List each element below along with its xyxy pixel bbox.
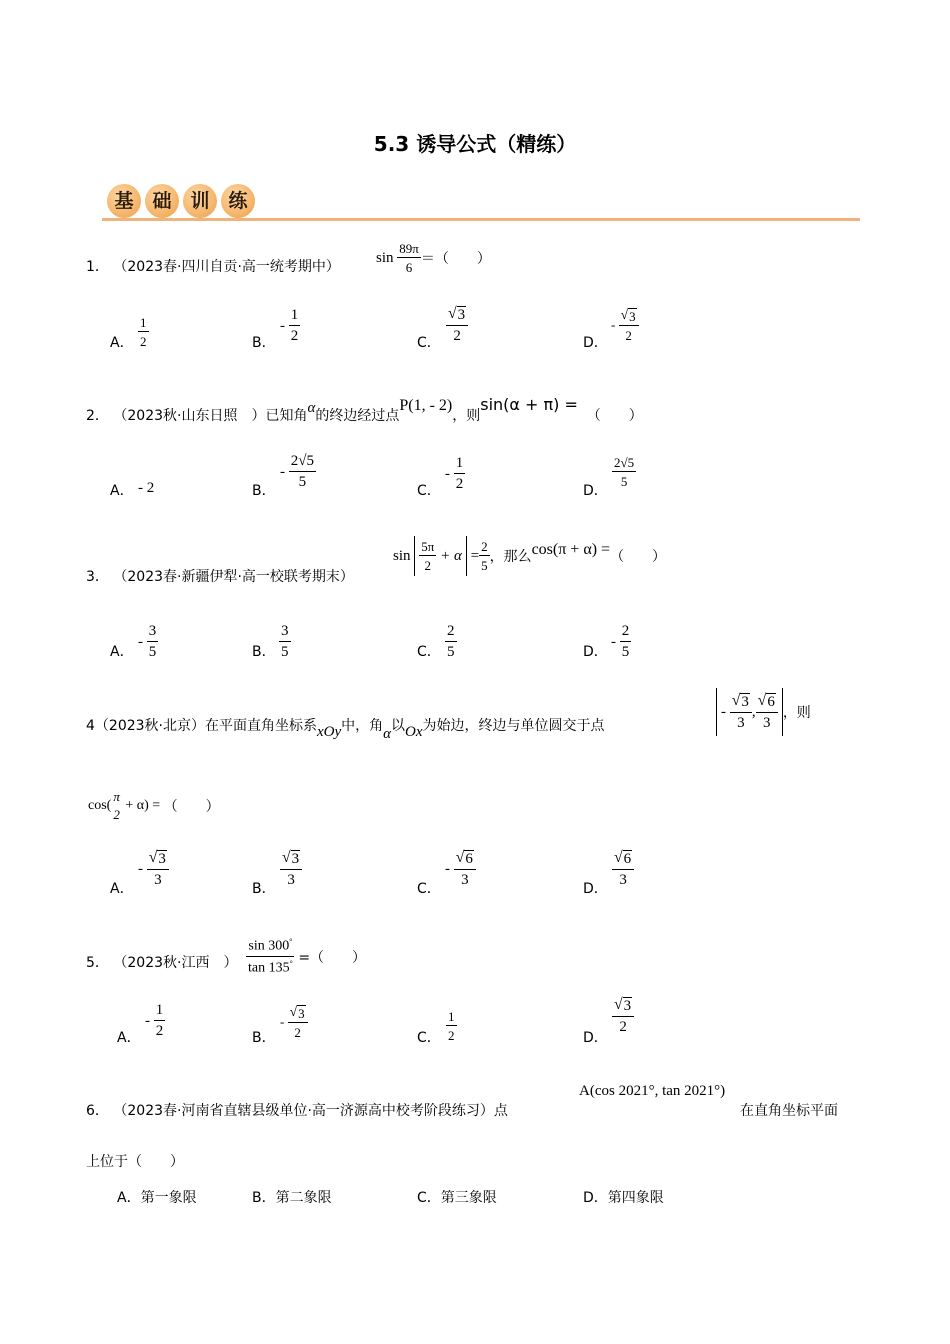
- paren-group: [414, 536, 467, 576]
- fraction-numerator: 89π: [399, 241, 419, 256]
- fraction-denominator: 2: [155, 1023, 164, 1039]
- answer-paren: （ ）: [586, 408, 643, 424]
- option-c[interactable]: [417, 1187, 497, 1207]
- question-expression: sin(α + π) =: [480, 395, 578, 414]
- question-text: 在直角坐标平面: [740, 1103, 838, 1119]
- option-label: B．: [252, 335, 276, 351]
- option-d-value: [612, 456, 636, 488]
- option-a-value: [138, 624, 158, 660]
- fraction-numerator: 5π: [421, 539, 435, 554]
- option-label: C．: [417, 335, 441, 351]
- fn-name: sin: [393, 547, 411, 564]
- fraction-denominator: 3: [619, 872, 627, 888]
- fraction-denominator: 2: [424, 558, 432, 573]
- fraction-numerator: 2√5: [614, 455, 635, 470]
- degree-symbol: °: [289, 958, 293, 968]
- answer-paren: （ ）: [610, 549, 667, 565]
- option-c-value: √ 3 2: [446, 306, 468, 344]
- answer-paren: ＝（ ）: [420, 251, 491, 267]
- minus-sign: -: [280, 317, 285, 334]
- option-b[interactable]: [252, 878, 276, 898]
- question-3: [86, 566, 354, 586]
- option-label: A．: [110, 881, 134, 897]
- question-text: 中，角: [341, 718, 384, 734]
- question-number: 6．: [86, 1103, 109, 1119]
- option-label: B．: [252, 644, 276, 660]
- question-number: 5．: [86, 955, 109, 971]
- question-source: （2023春·四川自贡·高一统考期中）: [113, 259, 340, 275]
- radicand: 3: [291, 851, 300, 867]
- section-char: 训: [183, 184, 217, 218]
- option-b-value: [280, 308, 300, 344]
- option-label: D．: [583, 335, 608, 351]
- option-d[interactable]: [583, 878, 608, 898]
- option-d[interactable]: [583, 1027, 608, 1047]
- minus-sign: -: [280, 463, 285, 480]
- radicand: 3: [158, 851, 166, 867]
- fraction-denominator: 3: [287, 872, 295, 888]
- option-d-value: √ 6 3: [612, 850, 634, 888]
- answer-paren: =（ ）: [298, 949, 367, 966]
- minus-sign: -: [445, 465, 450, 482]
- fraction-denominator: 6: [405, 260, 413, 275]
- fraction-denominator: 5: [298, 474, 307, 490]
- option-a[interactable]: [117, 1027, 141, 1047]
- fraction-denominator: 2: [453, 328, 461, 344]
- minus-sign: -: [445, 860, 450, 877]
- question-5: [86, 952, 237, 972]
- option-label: D．: [583, 1190, 608, 1206]
- option-b-value: [279, 624, 291, 660]
- question-4-line2: [88, 790, 220, 821]
- radicand: 3: [298, 1006, 305, 1021]
- equals-sign: =: [470, 547, 480, 564]
- question-text: ，则: [782, 705, 811, 721]
- option-label: D．: [583, 644, 608, 660]
- question-source: （2023秋·北京）在平面直角坐标系: [94, 718, 318, 734]
- fraction-denominator: 2: [448, 1028, 455, 1043]
- question-number: 3．: [86, 569, 109, 585]
- option-label: D．: [583, 483, 608, 499]
- alpha-symbol: α: [307, 400, 316, 416]
- option-d-value: - √ 3 2: [611, 308, 639, 342]
- option-a[interactable]: [110, 332, 134, 352]
- alpha-symbol: α: [383, 726, 392, 742]
- fraction-denominator: 2: [113, 807, 120, 822]
- question-4-point: [716, 688, 811, 736]
- fraction-denominator: tan 135: [248, 960, 290, 976]
- option-b[interactable]: [252, 480, 276, 500]
- question-source: （2023春·新疆伊犁·高一校联考期末）: [113, 569, 354, 585]
- fraction-numerator: 3: [279, 624, 291, 642]
- fraction-denominator: 5: [621, 644, 630, 660]
- section-char: 础: [145, 184, 179, 218]
- option-a[interactable]: [110, 641, 134, 661]
- question-5-expression: [246, 938, 366, 975]
- option-d-value: [611, 624, 631, 660]
- option-text: 第二象限: [275, 1190, 332, 1206]
- option-text: 第四象限: [607, 1190, 664, 1206]
- question-1-expression: [376, 242, 491, 274]
- fraction-numerator: 1: [289, 308, 301, 326]
- option-c[interactable]: [417, 1027, 441, 1047]
- fraction-denominator: 3: [461, 872, 469, 888]
- option-a[interactable]: [117, 1187, 197, 1207]
- question-source: （2023秋·江西 ）: [113, 955, 238, 971]
- point-a: A(cos 2021°, tan 2021°): [579, 1083, 726, 1099]
- radicand: 3: [457, 307, 466, 323]
- fraction-denominator: 2: [625, 328, 632, 343]
- option-text: 第一象限: [140, 1190, 197, 1206]
- fraction-denominator: 3: [762, 715, 771, 731]
- fraction-denominator: 5: [447, 644, 455, 660]
- axis-ox: Ox: [405, 724, 423, 740]
- option-label: D．: [583, 881, 608, 897]
- option-label: A．: [110, 335, 134, 351]
- option-label: B．: [252, 483, 276, 499]
- section-rule: [102, 218, 860, 221]
- radicand: 6: [767, 694, 775, 710]
- radicand: 3: [741, 694, 749, 710]
- question-4: [86, 715, 605, 742]
- question-text: 的终边经过点: [315, 408, 400, 424]
- fraction-denominator: 5: [620, 474, 628, 489]
- fraction-denominator: 5: [281, 644, 289, 660]
- option-c[interactable]: [417, 641, 441, 661]
- option-label: C．: [417, 483, 441, 499]
- option-label: B．: [252, 1030, 276, 1046]
- fraction-denominator: 2: [290, 328, 299, 344]
- fn-name: cos(: [88, 797, 112, 813]
- fraction-denominator: 2: [619, 1019, 627, 1035]
- option-c[interactable]: [417, 480, 441, 500]
- option-d[interactable]: [583, 332, 608, 352]
- option-c-value: [446, 1010, 457, 1042]
- option-b-value: √ 3 3: [280, 850, 302, 888]
- option-label: B．: [252, 881, 276, 897]
- fraction-numerator: 3: [147, 624, 159, 642]
- fraction-denominator: 2: [294, 1025, 301, 1040]
- question-text: 以: [391, 718, 406, 734]
- question-6: [86, 1100, 508, 1120]
- option-c[interactable]: [417, 332, 441, 352]
- option-c[interactable]: [417, 878, 441, 898]
- degree-symbol: °: [289, 937, 293, 946]
- option-b-value: - √ 3 2: [280, 1005, 308, 1039]
- option-a[interactable]: [110, 480, 134, 500]
- fraction-denominator: 2: [140, 334, 147, 349]
- option-label: A．: [110, 644, 134, 660]
- fraction-numerator: 1: [140, 315, 147, 330]
- question-1: [86, 256, 340, 276]
- option-a[interactable]: [110, 878, 134, 898]
- option-label: C．: [417, 881, 441, 897]
- section-char: 练: [221, 184, 255, 218]
- paren-group: - √ 3 3 , √ 6 3: [716, 688, 783, 736]
- question-number: 2．: [86, 408, 109, 424]
- section-header: [102, 182, 860, 222]
- option-b[interactable]: [252, 641, 276, 661]
- question-source: （2023秋·山东日照 ）已知角: [113, 408, 308, 424]
- question-3-expression: [393, 536, 666, 576]
- option-label: A．: [117, 1030, 141, 1046]
- point-p: P(1, - 2): [399, 397, 453, 414]
- option-label: C．: [417, 644, 441, 660]
- option-label: D．: [583, 1030, 608, 1046]
- fraction-numerator: 1: [154, 1003, 166, 1021]
- fraction-denominator: 2: [455, 476, 464, 492]
- minus-sign: -: [145, 1012, 150, 1029]
- fraction-denominator: 3: [737, 715, 745, 731]
- option-b[interactable]: [252, 332, 276, 352]
- option-b[interactable]: [252, 1027, 276, 1047]
- question-text: 为始边，终边与单位圆交于点: [422, 718, 605, 734]
- option-c-value: [445, 624, 457, 660]
- option-label: A．: [110, 483, 134, 499]
- radicand: 3: [629, 309, 636, 324]
- radicand: 3: [623, 998, 632, 1014]
- option-label: C．: [417, 1030, 441, 1046]
- option-d[interactable]: [583, 480, 608, 500]
- option-c-value: [445, 456, 465, 492]
- answer-paren: （ ）: [163, 798, 220, 815]
- question-text: ，则: [452, 408, 481, 424]
- question-source: （2023春·河南省直辖县级单位·高一济源高中校考阶段练习）点: [113, 1103, 508, 1119]
- fraction-numerator: sin 300: [248, 938, 290, 954]
- fraction-numerator: 2: [445, 624, 457, 642]
- page-title: 5.3 诱导公式（精练）: [373, 132, 577, 156]
- minus-sign: -: [611, 317, 616, 332]
- option-label: B．: [252, 1190, 276, 1206]
- expression-part: + α: [440, 547, 462, 564]
- question-number: 4: [86, 718, 95, 734]
- fraction-numerator: 1: [454, 456, 466, 474]
- fraction-numerator: 2√5: [289, 454, 316, 472]
- option-a-value: [145, 1003, 165, 1039]
- option-c-value: - √ 6 3: [445, 850, 476, 888]
- fraction-numerator: 2: [481, 539, 488, 554]
- radicand: 6: [465, 851, 473, 867]
- option-a-value: - √ 3 3: [138, 850, 169, 888]
- minus-sign: -: [611, 633, 616, 650]
- expression-part: + α) =: [125, 797, 161, 813]
- minus-sign: -: [138, 633, 143, 650]
- question-text: 上位于（ ）: [86, 1154, 184, 1170]
- option-d[interactable]: [583, 1187, 664, 1207]
- fraction-denominator: 5: [481, 558, 488, 573]
- coordinate-system: xOy: [317, 724, 342, 740]
- fraction-numerator: π: [113, 789, 120, 804]
- option-label: A．: [117, 1190, 141, 1206]
- minus-sign: -: [721, 703, 726, 720]
- option-a-value: [138, 316, 149, 348]
- option-a-value: - 2: [138, 480, 155, 496]
- fraction-denominator: 3: [154, 872, 162, 888]
- option-text: 第三象限: [440, 1190, 497, 1206]
- option-d-value: √ 3 2: [612, 997, 634, 1035]
- option-label: C．: [417, 1190, 441, 1206]
- option-b[interactable]: [252, 1187, 332, 1207]
- minus-sign: -: [138, 860, 143, 877]
- radicand: 6: [623, 851, 632, 867]
- section-char: 基: [107, 184, 141, 218]
- fraction-denominator: 5: [148, 644, 157, 660]
- question-expression: cos(π + α) =: [531, 541, 611, 558]
- question-2: [86, 395, 643, 425]
- option-b-value: [280, 454, 316, 490]
- question-text: ，那么: [489, 549, 532, 565]
- fraction-numerator: 1: [448, 1009, 455, 1024]
- minus-sign: -: [280, 1014, 285, 1029]
- fn-name: sin: [376, 249, 394, 266]
- option-d[interactable]: [583, 641, 608, 661]
- fraction-numerator: 2: [620, 624, 632, 642]
- question-number: 1．: [86, 259, 109, 275]
